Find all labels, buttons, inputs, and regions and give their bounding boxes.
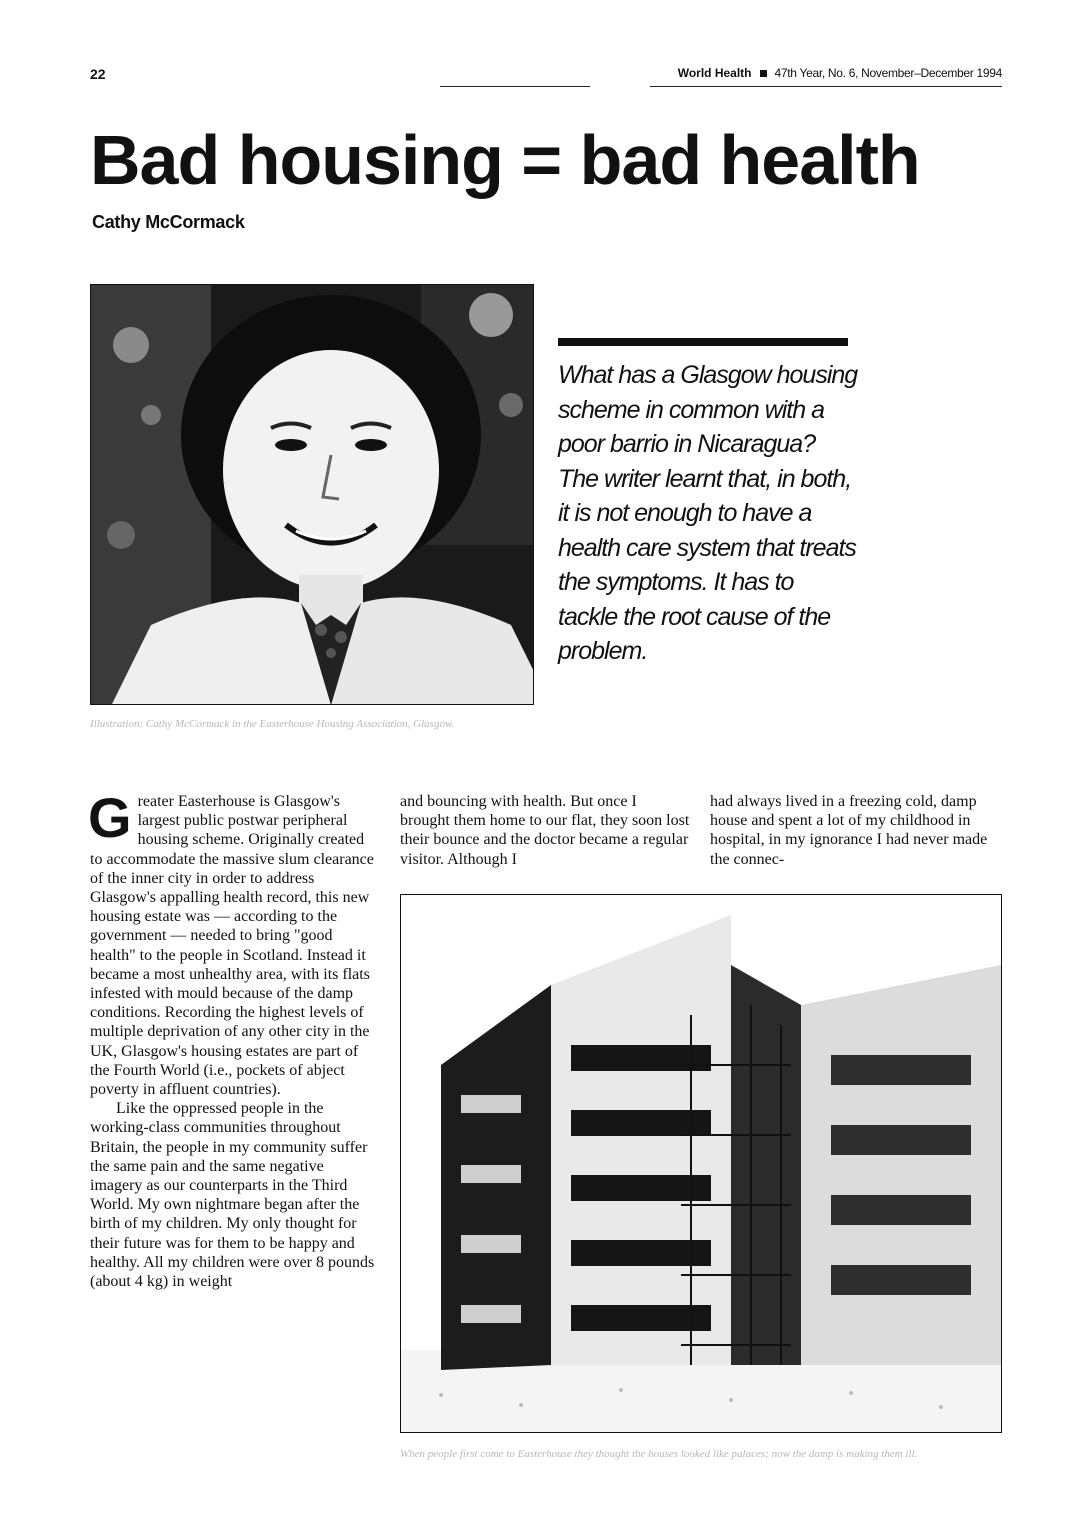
- drop-cap: G: [88, 786, 132, 849]
- body-column-3: [710, 792, 1000, 869]
- building-illustration: [401, 895, 1002, 1433]
- square-bullet-icon: [760, 70, 767, 77]
- body-column-2: [400, 792, 690, 869]
- running-header: [678, 66, 1002, 80]
- author-byline: Cathy McCormack: [92, 212, 245, 232]
- pull-quote: What has a Glasgow housing scheme in common with a poor barrio in Nicaragua? The writer learnt that, in both, it is not enough to have a health care system that treats the symptoms. It has to tackle the root cause of the problem.: [558, 361, 858, 665]
- housing-photo-caption: When people first come to Easterhouse they thought the houses looked like palaces; now the damp is making them ill.: [400, 1448, 918, 1460]
- body-column-1: [88, 786, 378, 1291]
- header-rule: [440, 86, 590, 87]
- page-number: 22: [90, 66, 106, 82]
- issue-info: 47th Year, No. 6, November–December 1994: [774, 66, 1002, 80]
- portrait-caption: Illustration: Cathy McCormack in the Easterhouse Housing Association, Glasgow.: [90, 718, 455, 730]
- body-paragraph: reater Easterhouse is Glasgow's largest public postwar peripheral housing scheme. Originally created to accommodate the massive slum clearance of the inner city in order to address Glasgow's appalling health record, this new housing estate was — according to the government — needed to bring "good health" to the people in Scotland. Instead it became a most unhealthy area, with its flats infested with mould because of the damp conditions. Recording the highest levels of multiple deprivation of any other city in the UK, Glasgow's housing estates are part of the Fourth World (i.e., pockets of abject poverty in affluent countries).: [90, 793, 374, 1099]
- housing-estate-photo: [400, 894, 1002, 1433]
- article-title: Bad housing = bad health: [90, 121, 920, 199]
- body-paragraph: and bouncing with health. But once I brought them home to our flat, they soon lost their bounce and the doctor became a regular visitor. Although I: [400, 793, 690, 868]
- author-portrait-photo: [90, 284, 534, 705]
- body-paragraph: Like the oppressed people in the working-class communities throughout Britain, the people in my community suffer the same pain and the same negative imagery as our counterparts in the Third World. My own nightmare began after the birth of my children. My only thought for their future was for them to be happy and healthy. All my children were over 8 pounds (about 4 kg) in weight: [90, 1100, 375, 1291]
- portrait-illustration: [91, 285, 534, 705]
- pull-quote-rule: [558, 338, 848, 346]
- body-paragraph: had always lived in a freezing cold, damp house and spent a lot of my childhood in hospital, in my ignorance I had never made the connec-: [710, 793, 988, 868]
- publication-name: World Health: [677, 66, 752, 80]
- header-rule: [650, 86, 1002, 87]
